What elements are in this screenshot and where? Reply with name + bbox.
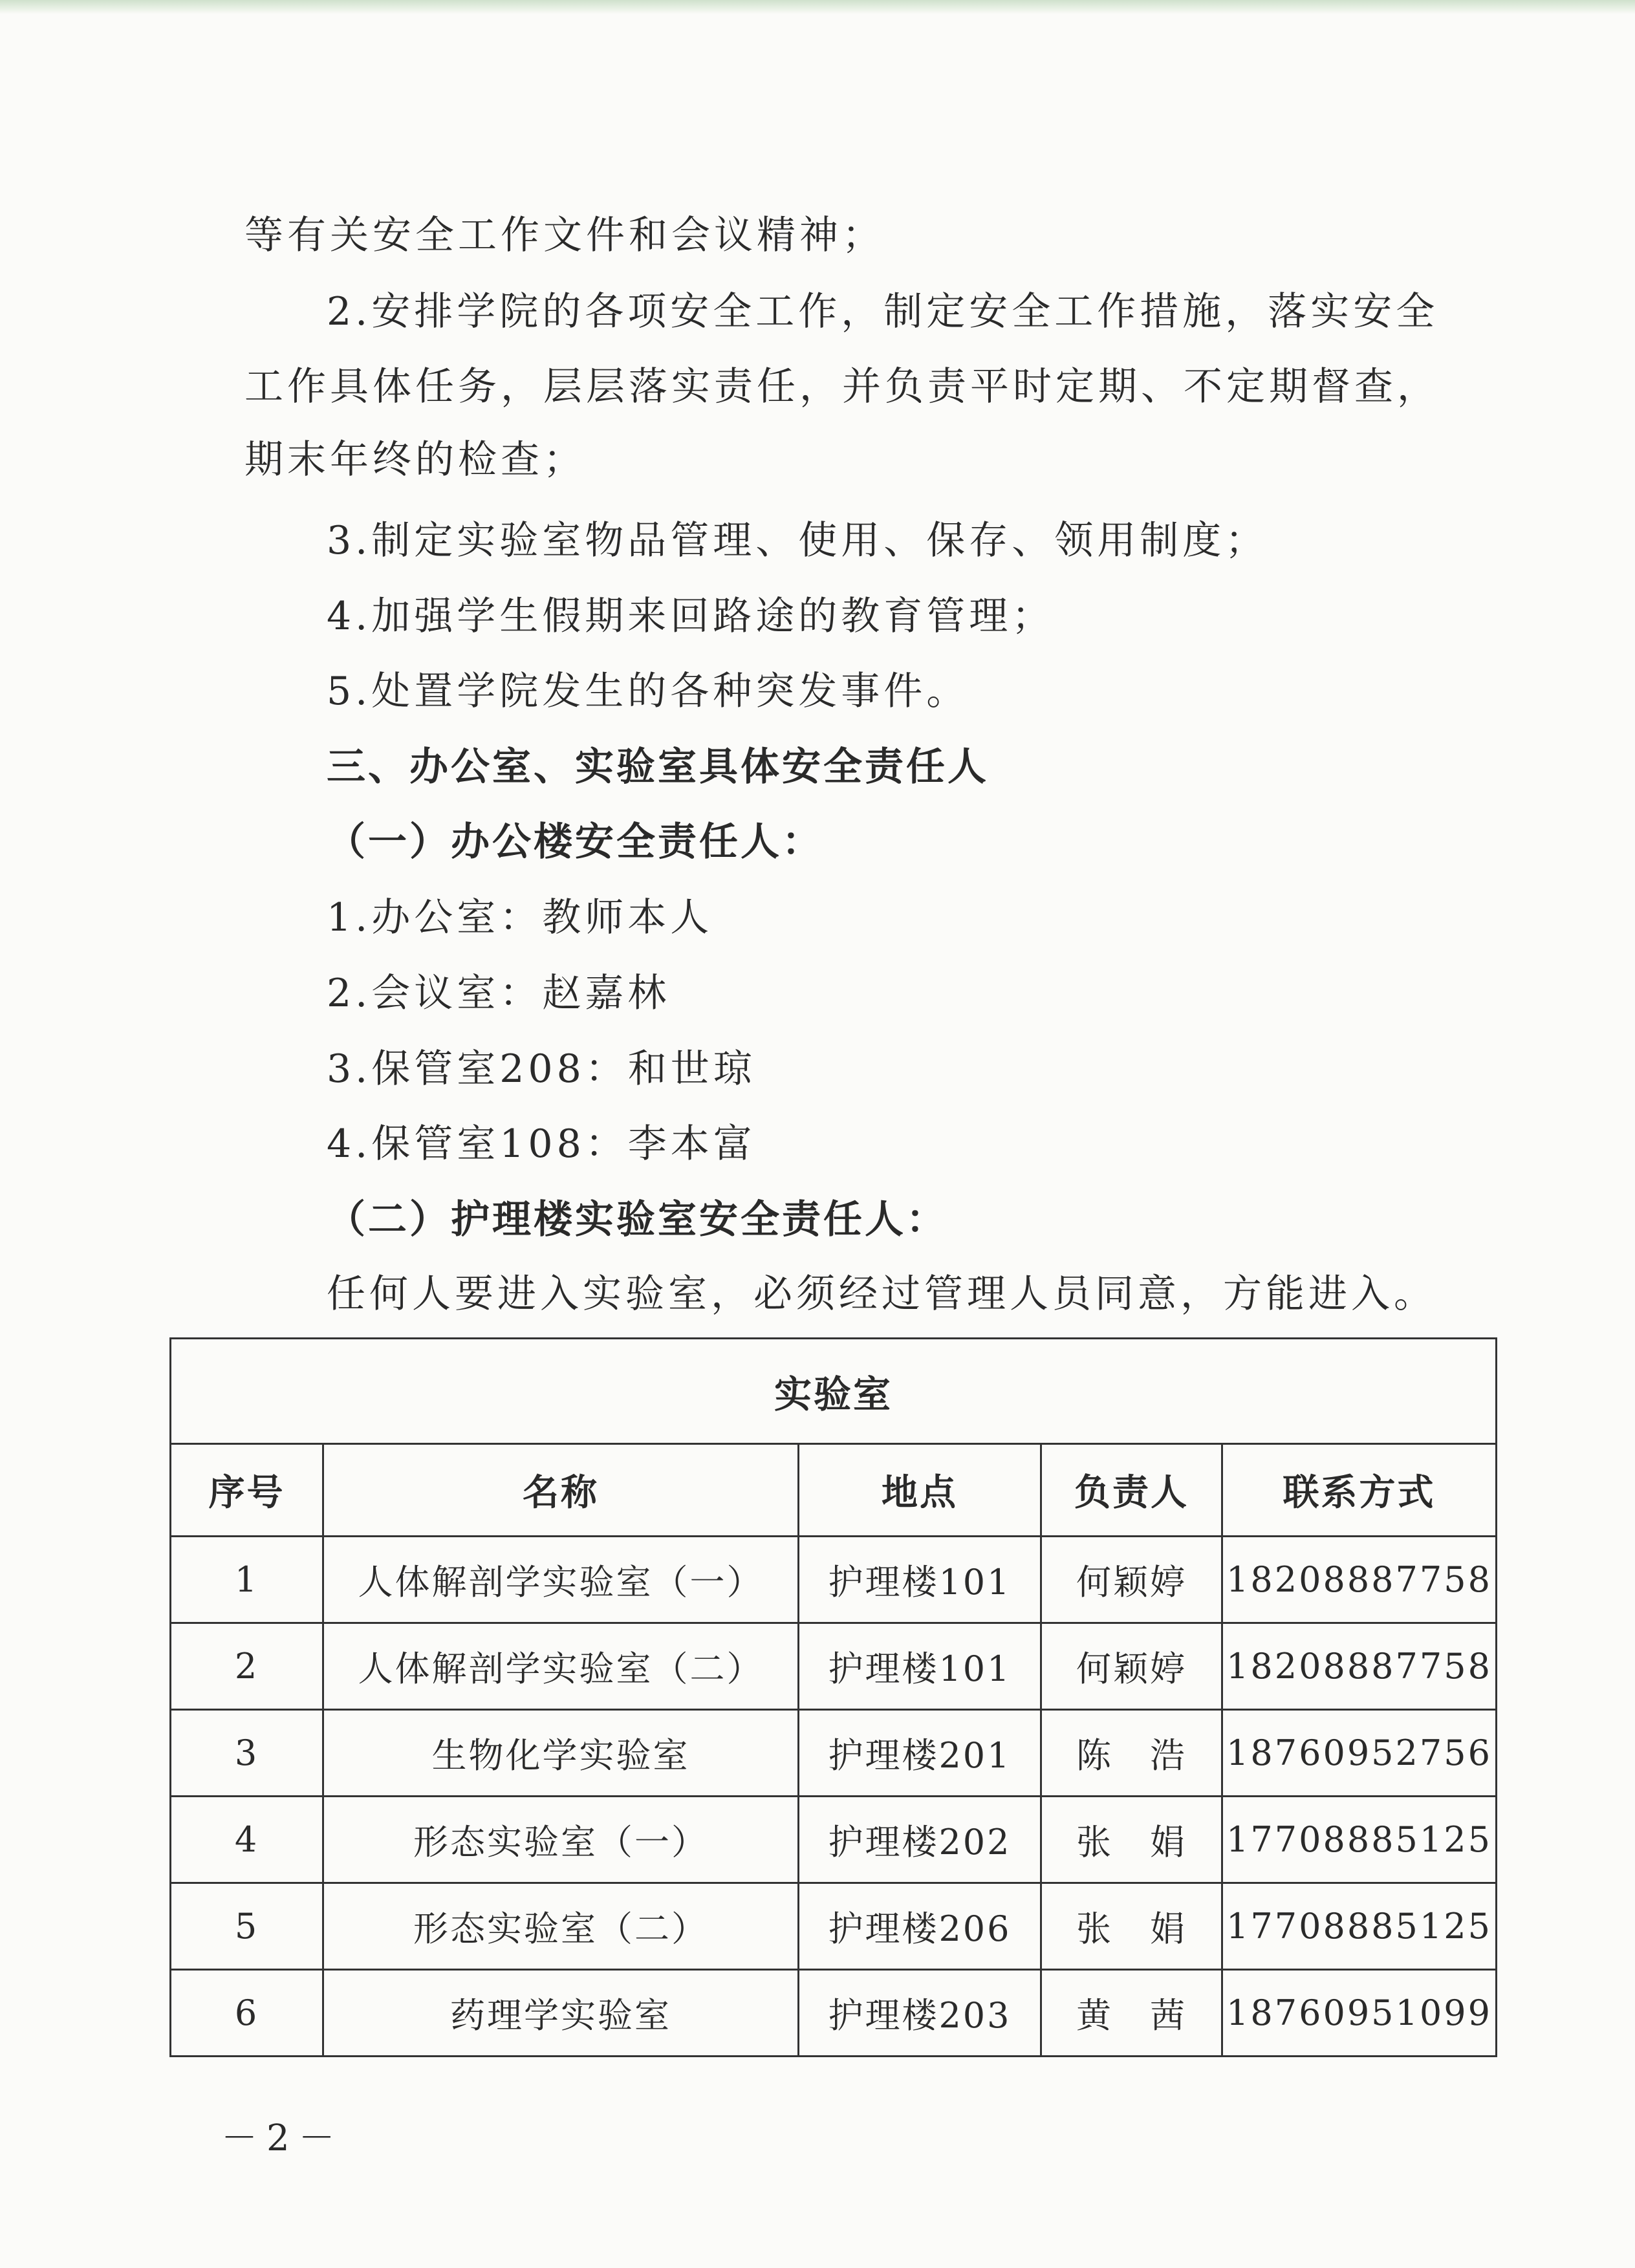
cell-person: 何颖婷 xyxy=(1041,1623,1222,1710)
cell-person: 张 娟 xyxy=(1041,1883,1222,1970)
paragraph-line: 4.加强学生假期来回路途的教育管理； xyxy=(327,594,1055,639)
cell-person: 陈 浩 xyxy=(1041,1710,1222,1797)
paragraph-line: 期末年终的检查； xyxy=(244,437,586,482)
paragraph-line: 3.保管室208：和世琼 xyxy=(327,1046,756,1092)
cell-index: 4 xyxy=(171,1797,323,1883)
cell-location: 护理楼202 xyxy=(799,1797,1041,1883)
paragraph-line: 2.安排学院的各项安全工作，制定安全工作措施，落实安全 xyxy=(327,289,1439,334)
paragraph-line: 2.会议室：赵嘉林 xyxy=(327,971,671,1016)
cell-index: 2 xyxy=(171,1623,323,1710)
paragraph-line: 3.制定实验室物品管理、使用、保存、领用制度； xyxy=(327,518,1268,563)
cell-contact: 18208887758 xyxy=(1222,1537,1497,1623)
paragraph-line: 工作具体任务，层层落实责任，并负责平时定期、不定期督查， xyxy=(244,364,1440,409)
cell-name: 药理学实验室 xyxy=(323,1970,799,2057)
cell-index: 5 xyxy=(171,1883,323,1970)
cell-location: 护理楼206 xyxy=(799,1883,1041,1970)
table-title: 实验室 xyxy=(171,1339,1497,1444)
paragraph-line: 5.处置学院发生的各种突发事件。 xyxy=(327,669,969,714)
cell-location: 护理楼101 xyxy=(799,1623,1041,1710)
header-index: 序号 xyxy=(171,1444,323,1537)
paragraph-line: 任何人要进入实验室，必须经过管理人员同意，方能进入。 xyxy=(327,1271,1436,1317)
cell-index: 6 xyxy=(171,1970,323,2057)
cell-location: 护理楼101 xyxy=(799,1537,1041,1623)
subsection-heading: （一）办公楼安全责任人： xyxy=(327,819,823,865)
lab-responsibility-table xyxy=(169,1337,1497,2057)
header-name: 名称 xyxy=(323,1444,799,1537)
cell-index: 1 xyxy=(171,1537,323,1623)
cell-index: 3 xyxy=(171,1710,323,1797)
section-heading: 三、办公室、实验室具体安全责任人 xyxy=(327,744,989,790)
cell-contact: 18760952756 xyxy=(1222,1710,1497,1797)
cell-name: 人体解剖学实验室（二） xyxy=(323,1623,799,1710)
table-row xyxy=(171,1883,1497,1970)
subsection-heading: （二）护理楼实验室安全责任人： xyxy=(327,1197,947,1242)
scan-top-edge xyxy=(0,0,1635,14)
cell-name: 人体解剖学实验室（一） xyxy=(323,1537,799,1623)
table-header-row xyxy=(171,1444,1497,1537)
page-number: －2－ xyxy=(221,2117,344,2159)
table-row xyxy=(171,1710,1497,1797)
cell-location: 护理楼203 xyxy=(799,1970,1041,2057)
cell-contact: 18760951099 xyxy=(1222,1970,1497,2057)
cell-person: 张 娟 xyxy=(1041,1797,1222,1883)
cell-name: 形态实验室（二） xyxy=(323,1883,799,1970)
cell-person: 何颖婷 xyxy=(1041,1537,1222,1623)
cell-contact: 18208887758 xyxy=(1222,1623,1497,1710)
paragraph-line: 1.办公室：教师本人 xyxy=(327,895,713,940)
table-row xyxy=(171,1970,1497,2057)
paragraph-line: 4.保管室108：李本富 xyxy=(327,1121,756,1167)
table-row xyxy=(171,1537,1497,1623)
paragraph-line: 等有关安全工作文件和会议精神； xyxy=(244,213,885,258)
cell-person: 黄 茜 xyxy=(1041,1970,1222,2057)
header-location: 地点 xyxy=(799,1444,1041,1537)
cell-location: 护理楼201 xyxy=(799,1710,1041,1797)
cell-contact: 17708885125 xyxy=(1222,1797,1497,1883)
cell-name: 形态实验室（一） xyxy=(323,1797,799,1883)
header-contact: 联系方式 xyxy=(1222,1444,1497,1537)
table-row xyxy=(171,1797,1497,1883)
cell-name: 生物化学实验室 xyxy=(323,1710,799,1797)
table-row xyxy=(171,1623,1497,1710)
header-person: 负责人 xyxy=(1041,1444,1222,1537)
cell-contact: 17708885125 xyxy=(1222,1883,1497,1970)
